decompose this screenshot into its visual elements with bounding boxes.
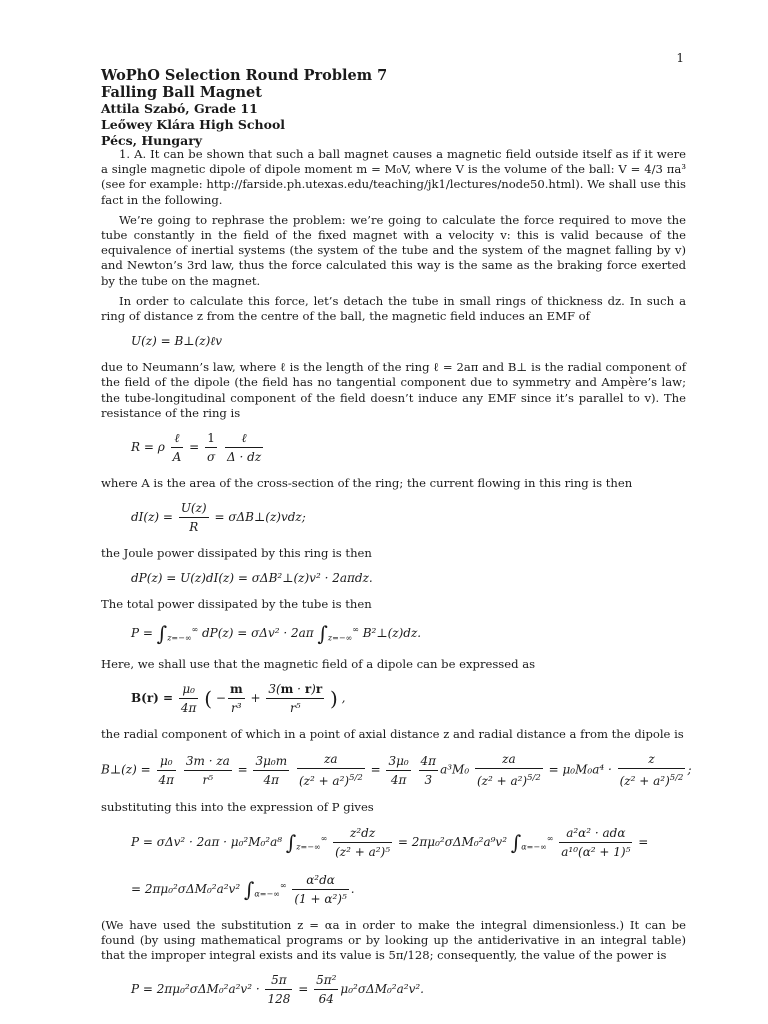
equation-final-power: P = 2πμ₀²σΔM₀²a²v² · $\frac{5\pi}{128}$ = $\frac{\text{5π²}}{64}$ μ₀²σΔM₀²a²v². — [131, 973, 424, 1007]
page-number: 1 — [676, 51, 684, 65]
problem-title: WoPhO Selection Round Problem 7 — [101, 67, 388, 84]
equation-radial-component: B⊥(z) = $\frac{\text{μ₀}}{4\pi}$ $\frac{3m \cdot za}{\text{r⁵}}$ = $\frac{\text{3μ₀m}}{4\pi}$ $\frac{za}{(z^2 + a^2)^{5/2}}$ = $\frac{\text{3μ₀}}{4\pi}$ $\frac{4\pi}{3}$ a³M₀ $\frac{za}{(z^2 + a^2)^{5/2}}$ = μ₀M₀a⁴ · $\frac{z}{(z^2 + a^2)^{5/2}}$ ; — [101, 752, 692, 789]
equation-power-substituted: P = σΔv² · 2aπ · μ₀²M₀²a⁸ $\int_{z=-\infty}^\infty$ $\frac{\text{z²dz}}{\text{(z² + a²)⁵}}$ = 2πμ₀²σΔM₀²a⁹v² $\int_{\alpha=-\infty}^\infty$ $\frac{\text{a²α² · adα}}{\text{a¹⁰(α² + 1)⁵}}$ = — [131, 825, 649, 859]
equation-current: dI(z) = $\frac{U(z)}{R}$ = σΔB⊥(z)vdz; — [131, 501, 306, 535]
paragraph-9: the radial component of which in a point of axial distance z and radial distance a from the dipole is — [101, 727, 684, 742]
equation-power-dimensionless: = 2πμ₀²σΔM₀²a²v² $\int_{\alpha=-\infty}^\infty$ $\frac{\text{α²dα}}{\text{(1 + α²)⁵}}$ . — [131, 872, 355, 906]
paragraph-5: where A is the area of the cross-section of the ring; the current flowing in this ring is then — [101, 476, 633, 491]
paragraph-2: We’re going to rephrase the problem: we’re going to calculate the force required to move the tube constantly in the field of the fixed magnet with a velocity v: this is valid because of the equivalence of inertial systems (the system of the tube and the system of the magnet falling by v) and Newton’s 3rd law, thus the force calculated this way is the same as the braking force exerted by the tube on the magnet. — [101, 212, 686, 288]
author-line: Attila Szabó, Grade 11 — [101, 101, 258, 116]
paragraph-1: 1. A. It can be shown that such a ball magnet causes a magnetic field outside itself as if it were a single magnetic dipole of dipole moment m = M₀V, where V is the volume of the ball: V = 4/3 πa³ (see for example: http://farside.ph.utexas.edu/teaching/jk1/lectures/node50.html). We shall use this fact in the following. — [101, 147, 686, 207]
school-line: Leőwey Klára High School — [101, 117, 286, 132]
equation-total-power: $P = \int_{z=-\infty}^\infty$ dP(z) = σΔv² · 2aπ $\int_{z=-\infty}^\infty$ B²⊥(z)dz. — [131, 621, 422, 646]
equation-ring-power: dP(z) = U(z)dI(z) = σΔB²⊥(z)v² · 2aπdz. — [131, 571, 373, 586]
paragraph-3: In order to calculate this force, let’s detach the tube in small rings of thickness dz. In such a ring of distance z from the centre of the ball, the magnetic field induces an EMF of — [101, 293, 686, 324]
paragraph-11: (We have used the substitution z = αa in order to make the integral dimensionless.) It can be found (by using mathematical programs or by looking up the antiderivative in an integral table) that the improper integral exists and its value is 5π/128; consequently, the value of the power is — [101, 917, 686, 963]
paragraph-7: The total power dissipated by the tube is then — [101, 597, 372, 612]
paragraph-8: Here, we shall use that the magnetic field of a dipole can be expressed as — [101, 657, 536, 672]
problem-subtitle: Falling Ball Magnet — [101, 84, 262, 101]
equation-emf: U(z) = B⊥(z)ℓv — [131, 334, 223, 349]
document-header — [101, 67, 387, 149]
city-line: Pécs, Hungary — [101, 133, 203, 148]
paragraph-10: substituting this into the expression of P gives — [101, 800, 374, 815]
document-body — [101, 147, 692, 1018]
equation-dipole-field: B(r) = $\frac{\text{μ₀}}{4\pi}$ ( − $\frac{m}{\text{r³}}$ + $\frac{3(m \cdot r)r}{\text{r⁵}}$ ) , — [131, 682, 346, 716]
equation-resistance: R = ρ $\frac{\text{ℓ}}{A}$ = $\frac{1}{\sigma}$ $\frac{\text{ℓ}}{\Delta \cdot dz}$ — [131, 431, 262, 465]
paragraph-4: due to Neumann’s law, where ℓ is the length of the ring ℓ = 2aπ and B⊥ is the radial component of the field of the dipole (the field has no tangential component due to symmetry and Ampère’s law; the tube-longitudinal component of the field doesn’t induce any EMF since it’s parallel to v). The resistance of the ring is — [101, 360, 686, 420]
paragraph-6: the Joule power dissipated by this ring is then — [101, 546, 372, 561]
